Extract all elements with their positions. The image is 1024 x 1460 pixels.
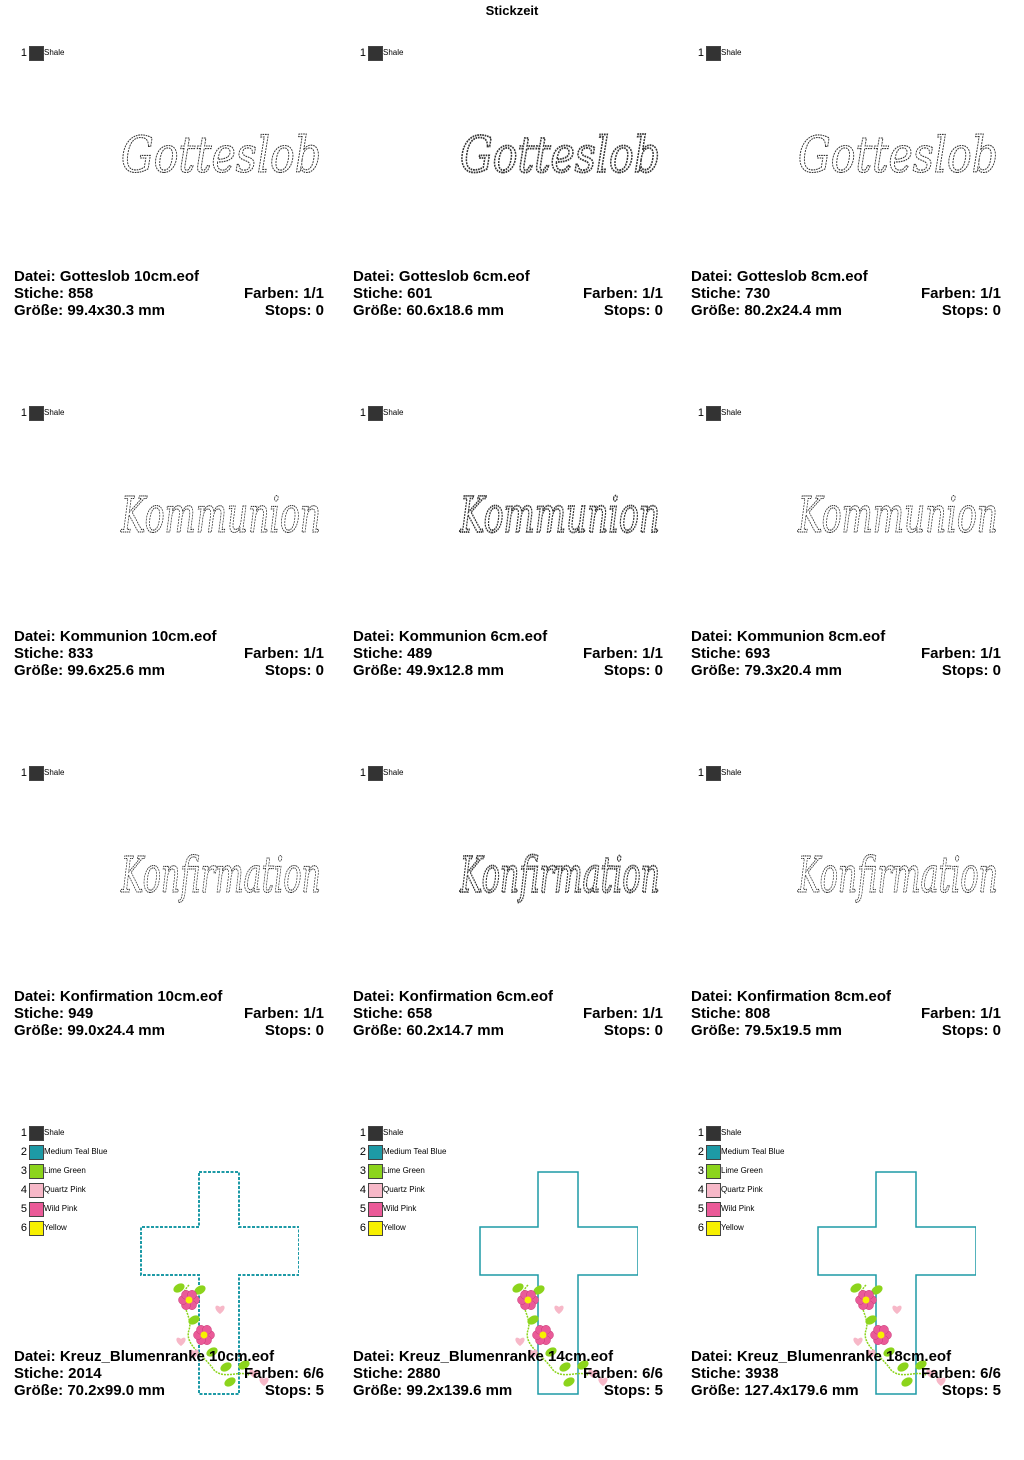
color-count: Farben: 6/6 <box>582 1365 663 1382</box>
thread-name: Shale <box>44 1128 65 1137</box>
stop-count: Stops: 5 <box>264 1382 324 1399</box>
thread-number: 4 <box>20 1184 27 1196</box>
file-name: Datei: Gotteslob 8cm.eof <box>691 268 868 285</box>
heart <box>853 1338 862 1346</box>
thread-name: Yellow <box>383 1223 406 1232</box>
design-size: Größe: 60.6x18.6 mm <box>353 302 504 319</box>
thread-color-swatch <box>368 1145 383 1160</box>
thread-number: 3 <box>20 1165 27 1177</box>
thread-number: 2 <box>359 1146 366 1158</box>
design-cell <box>353 1100 691 1460</box>
thread-number: 5 <box>359 1203 366 1215</box>
embroidery-lettering: Konfirmation <box>459 846 660 904</box>
embroidery-preview <box>453 810 668 940</box>
thread-name: Shale <box>44 408 65 417</box>
stitch-count: Stiche: 601 <box>353 285 433 302</box>
thread-number: 3 <box>697 1165 704 1177</box>
thread-number: 1 <box>359 47 366 59</box>
file-name: Datei: Kreuz_Blumenranke 10cm.eof <box>14 1348 275 1365</box>
thread-color-swatch <box>368 1183 383 1198</box>
file-name: Datei: Kreuz_Blumenranke 18cm.eof <box>691 1348 952 1365</box>
thread-name: Shale <box>44 48 65 57</box>
thread-name: Shale <box>721 1128 742 1137</box>
color-count: Farben: 1/1 <box>920 285 1001 302</box>
design-info <box>691 988 1001 1039</box>
stitch-count: Stiche: 2880 <box>353 1365 441 1382</box>
color-count: Farben: 1/1 <box>582 1005 663 1022</box>
stop-count: Stops: 0 <box>264 662 324 679</box>
embroidery-lettering: Konfirmation <box>797 846 998 904</box>
embroidery-lettering: Kommunion <box>797 486 998 544</box>
thread-color-swatch <box>29 1145 44 1160</box>
design-info <box>691 268 1001 319</box>
stop-count: Stops: 5 <box>941 1382 1001 1399</box>
heart <box>515 1338 524 1346</box>
stop-count: Stops: 0 <box>603 302 663 319</box>
thread-name: Lime Green <box>721 1166 763 1175</box>
thread-number: 5 <box>20 1203 27 1215</box>
stop-count: Stops: 0 <box>603 662 663 679</box>
thread-color-swatch <box>706 1183 721 1198</box>
stitch-count: Stiche: 3938 <box>691 1365 779 1382</box>
thread-name: Medium Teal Blue <box>44 1147 108 1156</box>
heart <box>176 1338 185 1346</box>
thread-number: 5 <box>697 1203 704 1215</box>
file-name: Datei: Gotteslob 10cm.eof <box>14 268 200 285</box>
design-size: Größe: 49.9x12.8 mm <box>353 662 504 679</box>
thread-color-swatch <box>29 1126 44 1141</box>
design-cell <box>353 20 691 380</box>
file-name: Datei: Konfirmation 6cm.eof <box>353 988 554 1005</box>
embroidery-lettering: Kommunion <box>120 486 321 544</box>
thread-name: Shale <box>383 768 404 777</box>
color-count: Farben: 6/6 <box>920 1365 1001 1382</box>
design-cell <box>353 380 691 740</box>
thread-name: Quartz Pink <box>44 1185 86 1194</box>
design-cell <box>691 740 1024 1100</box>
design-info <box>14 1348 324 1399</box>
thread-color-swatch <box>706 406 721 421</box>
thread-name: Shale <box>721 408 742 417</box>
thread-color-swatch <box>368 1202 383 1217</box>
flower <box>179 1290 200 1309</box>
thread-number: 1 <box>697 407 704 419</box>
design-size: Größe: 80.2x24.4 mm <box>691 302 842 319</box>
thread-number: 1 <box>697 767 704 779</box>
thread-name: Lime Green <box>44 1166 86 1175</box>
thread-color-swatch <box>706 1145 721 1160</box>
file-name: Datei: Konfirmation 10cm.eof <box>14 988 223 1005</box>
thread-number: 1 <box>20 407 27 419</box>
design-size: Größe: 70.2x99.0 mm <box>14 1382 165 1399</box>
design-cell <box>691 1100 1024 1460</box>
design-info <box>691 628 1001 679</box>
embroidery-preview <box>453 90 668 220</box>
color-count: Farben: 1/1 <box>582 285 663 302</box>
design-info <box>14 628 324 679</box>
flower <box>871 1325 892 1344</box>
thread-color-swatch <box>29 406 44 421</box>
design-size: Größe: 127.4x179.6 mm <box>691 1382 859 1399</box>
thread-color-swatch <box>29 1164 44 1179</box>
design-cell <box>353 740 691 1100</box>
flower <box>856 1290 877 1309</box>
design-cell <box>14 380 352 740</box>
embroidery-lettering: Kommunion <box>459 486 660 544</box>
thread-number: 2 <box>697 1146 704 1158</box>
file-name: Datei: Gotteslob 6cm.eof <box>353 268 530 285</box>
embroidery-preview <box>791 90 1006 220</box>
design-cell <box>14 20 352 380</box>
color-count: Farben: 1/1 <box>243 285 324 302</box>
thread-name: Wild Pink <box>383 1204 417 1213</box>
embroidery-lettering: Konfirmation <box>120 846 321 904</box>
design-info <box>353 268 663 319</box>
stop-count: Stops: 0 <box>941 662 1001 679</box>
thread-number: 1 <box>359 1127 366 1139</box>
file-name: Datei: Kommunion 8cm.eof <box>691 628 886 645</box>
embroidery-preview <box>114 810 329 940</box>
stop-count: Stops: 0 <box>941 1022 1001 1039</box>
thread-color-swatch <box>368 1126 383 1141</box>
thread-number: 1 <box>20 767 27 779</box>
design-size: Größe: 99.0x24.4 mm <box>14 1022 165 1039</box>
thread-number: 1 <box>20 47 27 59</box>
thread-color-swatch <box>29 46 44 61</box>
thread-color-swatch <box>368 766 383 781</box>
design-info <box>14 988 324 1039</box>
design-info <box>691 1348 1001 1399</box>
design-size: Größe: 60.2x14.7 mm <box>353 1022 504 1039</box>
stitch-count: Stiche: 833 <box>14 645 94 662</box>
thread-number: 6 <box>20 1222 27 1234</box>
thread-number: 4 <box>359 1184 366 1196</box>
thread-color-swatch <box>368 406 383 421</box>
thread-name: Shale <box>383 408 404 417</box>
thread-name: Wild Pink <box>721 1204 755 1213</box>
stitch-count: Stiche: 658 <box>353 1005 433 1022</box>
thread-name: Medium Teal Blue <box>383 1147 447 1156</box>
stop-count: Stops: 0 <box>264 1022 324 1039</box>
embroidery-preview <box>114 90 329 220</box>
thread-number: 1 <box>359 407 366 419</box>
thread-color-swatch <box>706 46 721 61</box>
embroidery-preview <box>791 450 1006 580</box>
design-cell <box>14 740 352 1100</box>
thread-number: 6 <box>697 1222 704 1234</box>
thread-name: Shale <box>721 48 742 57</box>
embroidery-lettering: Gotteslob <box>121 126 321 184</box>
heart <box>554 1306 563 1314</box>
thread-color-swatch <box>29 1202 44 1217</box>
design-info <box>353 1348 663 1399</box>
thread-name: Quartz Pink <box>383 1185 425 1194</box>
design-size: Größe: 79.3x20.4 mm <box>691 662 842 679</box>
design-info <box>353 988 663 1039</box>
stop-count: Stops: 5 <box>603 1382 663 1399</box>
thread-color-swatch <box>29 1221 44 1236</box>
design-cell <box>691 20 1024 380</box>
thread-color-swatch <box>29 1183 44 1198</box>
thread-number: 1 <box>20 1127 27 1139</box>
design-cell <box>691 380 1024 740</box>
thread-name: Wild Pink <box>44 1204 78 1213</box>
stop-count: Stops: 0 <box>264 302 324 319</box>
thread-color-swatch <box>368 46 383 61</box>
design-size: Größe: 79.5x19.5 mm <box>691 1022 842 1039</box>
color-count: Farben: 1/1 <box>582 645 663 662</box>
color-count: Farben: 1/1 <box>920 645 1001 662</box>
thread-name: Shale <box>383 1128 404 1137</box>
stitch-count: Stiche: 949 <box>14 1005 94 1022</box>
thread-color-swatch <box>368 1164 383 1179</box>
thread-color-swatch <box>706 1164 721 1179</box>
thread-name: Yellow <box>721 1223 744 1232</box>
flower <box>194 1325 215 1344</box>
embroidery-preview <box>114 450 329 580</box>
page-title: Stickzeit <box>485 3 539 18</box>
color-count: Farben: 1/1 <box>243 1005 324 1022</box>
thread-name: Shale <box>383 48 404 57</box>
design-info <box>353 628 663 679</box>
flower <box>518 1290 539 1309</box>
color-count: Farben: 1/1 <box>920 1005 1001 1022</box>
file-name: Datei: Kreuz_Blumenranke 14cm.eof <box>353 1348 614 1365</box>
thread-number: 3 <box>359 1165 366 1177</box>
thread-number: 1 <box>697 47 704 59</box>
embroidery-preview <box>453 450 668 580</box>
embroidery-lettering: Gotteslob <box>798 126 998 184</box>
thread-name: Lime Green <box>383 1166 425 1175</box>
color-count: Farben: 1/1 <box>243 645 324 662</box>
thread-number: 1 <box>359 767 366 779</box>
stitch-count: Stiche: 730 <box>691 285 771 302</box>
heart <box>215 1306 224 1314</box>
stitch-count: Stiche: 808 <box>691 1005 771 1022</box>
embroidery-preview <box>791 810 1006 940</box>
thread-name: Quartz Pink <box>721 1185 763 1194</box>
stop-count: Stops: 0 <box>603 1022 663 1039</box>
embroidery-lettering: Gotteslob <box>460 126 660 184</box>
color-count: Farben: 6/6 <box>243 1365 324 1382</box>
thread-color-swatch <box>706 1202 721 1217</box>
file-name: Datei: Kommunion 6cm.eof <box>353 628 548 645</box>
thread-color-swatch <box>706 766 721 781</box>
design-size: Größe: 99.2x139.6 mm <box>353 1382 513 1399</box>
thread-number: 6 <box>359 1222 366 1234</box>
design-size: Größe: 99.6x25.6 mm <box>14 662 165 679</box>
heart <box>892 1306 901 1314</box>
stitch-count: Stiche: 858 <box>14 285 94 302</box>
design-size: Größe: 99.4x30.3 mm <box>14 302 165 319</box>
stitch-count: Stiche: 2014 <box>14 1365 102 1382</box>
design-cell <box>14 1100 352 1460</box>
stitch-count: Stiche: 489 <box>353 645 433 662</box>
design-info <box>14 268 324 319</box>
thread-color-swatch <box>368 1221 383 1236</box>
thread-color-swatch <box>706 1126 721 1141</box>
thread-name: Yellow <box>44 1223 67 1232</box>
stop-count: Stops: 0 <box>941 302 1001 319</box>
file-name: Datei: Kommunion 10cm.eof <box>14 628 217 645</box>
thread-color-swatch <box>706 1221 721 1236</box>
thread-number: 2 <box>20 1146 27 1158</box>
thread-name: Shale <box>721 768 742 777</box>
file-name: Datei: Konfirmation 8cm.eof <box>691 988 892 1005</box>
flower <box>533 1325 554 1344</box>
thread-color-swatch <box>29 766 44 781</box>
thread-name: Medium Teal Blue <box>721 1147 785 1156</box>
thread-number: 1 <box>697 1127 704 1139</box>
stitch-count: Stiche: 693 <box>691 645 771 662</box>
thread-name: Shale <box>44 768 65 777</box>
thread-number: 4 <box>697 1184 704 1196</box>
